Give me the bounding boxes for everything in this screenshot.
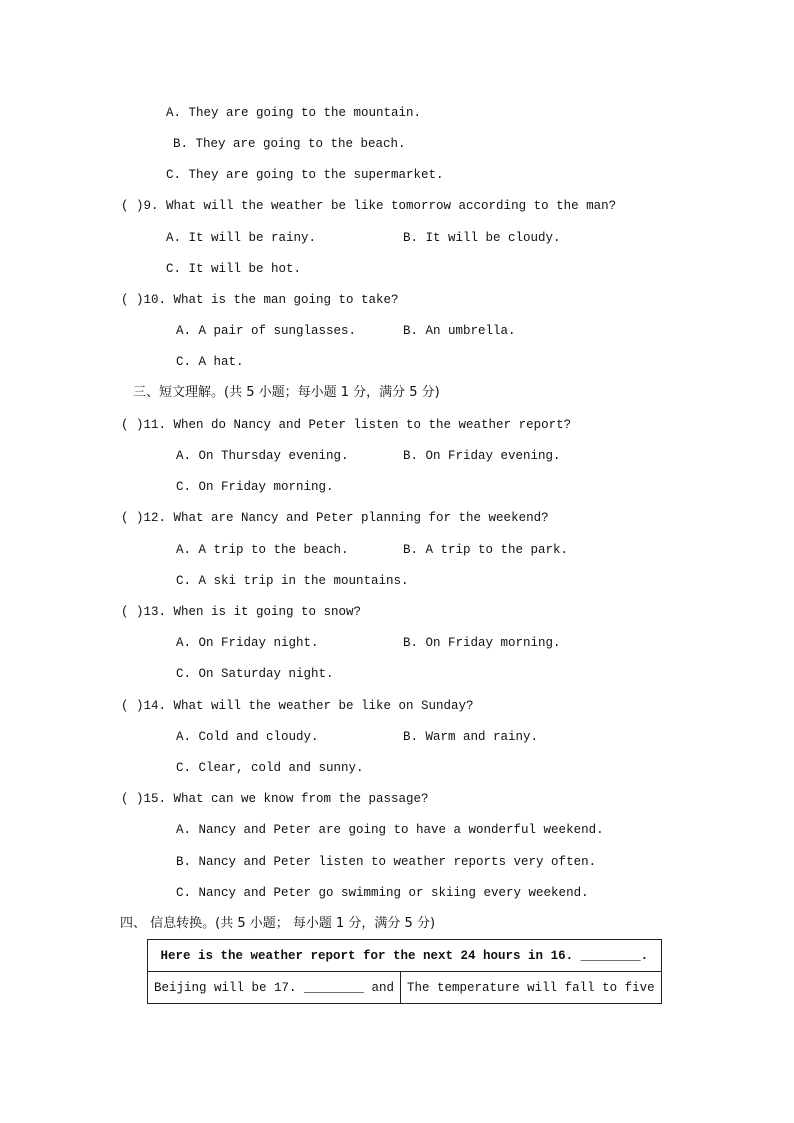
q9-option-a: A. It will be rainy. — [166, 231, 317, 245]
table-cell-right: The temperature will fall to five — [401, 972, 662, 1004]
q10-stem: ( )10. What is the man going to take? — [121, 293, 399, 307]
q9-option-b: B. It will be cloudy. — [403, 231, 561, 245]
q8-option-b: B. They are going to the beach. — [173, 137, 406, 151]
q15-stem: ( )15. What can we know from the passage? — [121, 792, 429, 806]
q8-option-a: A. They are going to the mountain. — [166, 106, 422, 120]
q11-option-c: C. On Friday morning. — [176, 480, 334, 494]
q14-option-a: A. Cold and cloudy. — [176, 730, 319, 744]
q10-option-b: B. An umbrella. — [403, 324, 516, 338]
q15-option-a: A. Nancy and Peter are going to have a wonderful weekend. — [176, 823, 604, 837]
q9-stem: ( )9. What will the weather be like tomorrow according to the man? — [121, 199, 617, 213]
q14-option-c: C. Clear, cold and sunny. — [176, 761, 364, 775]
q10-option-c: C. A hat. — [176, 355, 244, 369]
q8-option-c: C. They are going to the supermarket. — [166, 168, 444, 182]
q12-option-a: A. A trip to the beach. — [176, 543, 349, 557]
table-header-cell: Here is the weather report for the next 24 hours in 16. ________. — [148, 940, 662, 972]
q11-option-a: A. On Thursday evening. — [176, 449, 349, 463]
q14-stem: ( )14. What will the weather be like on Sunday? — [121, 699, 474, 713]
q13-option-a: A. On Friday night. — [176, 636, 319, 650]
table-row — [148, 972, 662, 1004]
q12-stem: ( )12. What are Nancy and Peter planning for the weekend? — [121, 511, 549, 525]
q11-stem: ( )11. When do Nancy and Peter listen to the weather report? — [121, 418, 572, 432]
table-row — [148, 940, 662, 972]
q13-option-c: C. On Saturday night. — [176, 667, 334, 681]
q9-option-c: C. It will be hot. — [166, 262, 302, 276]
section-4-title: 四、 信息转换。(共 5 小题； 每小题 1 分，满分 5 分) — [120, 916, 436, 931]
q15-option-c: C. Nancy and Peter go swimming or skiing every weekend. — [176, 886, 589, 900]
q12-option-c: C. A ski trip in the mountains. — [176, 574, 409, 588]
q15-option-b: B. Nancy and Peter listen to weather reports very often. — [176, 855, 597, 869]
table-cell-left: Beijing will be 17. ________ and — [148, 972, 401, 1004]
q13-stem: ( )13. When is it going to snow? — [121, 605, 362, 619]
q10-option-a: A. A pair of sunglasses. — [176, 324, 357, 338]
q12-option-b: B. A trip to the park. — [403, 543, 569, 557]
q11-option-b: B. On Friday evening. — [403, 449, 561, 463]
section-3-title: 三、短文理解。(共 5 小题；每小题 1 分，满分 5 分) — [133, 385, 440, 400]
q13-option-b: B. On Friday morning. — [403, 636, 561, 650]
q14-option-b: B. Warm and rainy. — [403, 730, 539, 744]
weather-report-table — [147, 939, 662, 1004]
